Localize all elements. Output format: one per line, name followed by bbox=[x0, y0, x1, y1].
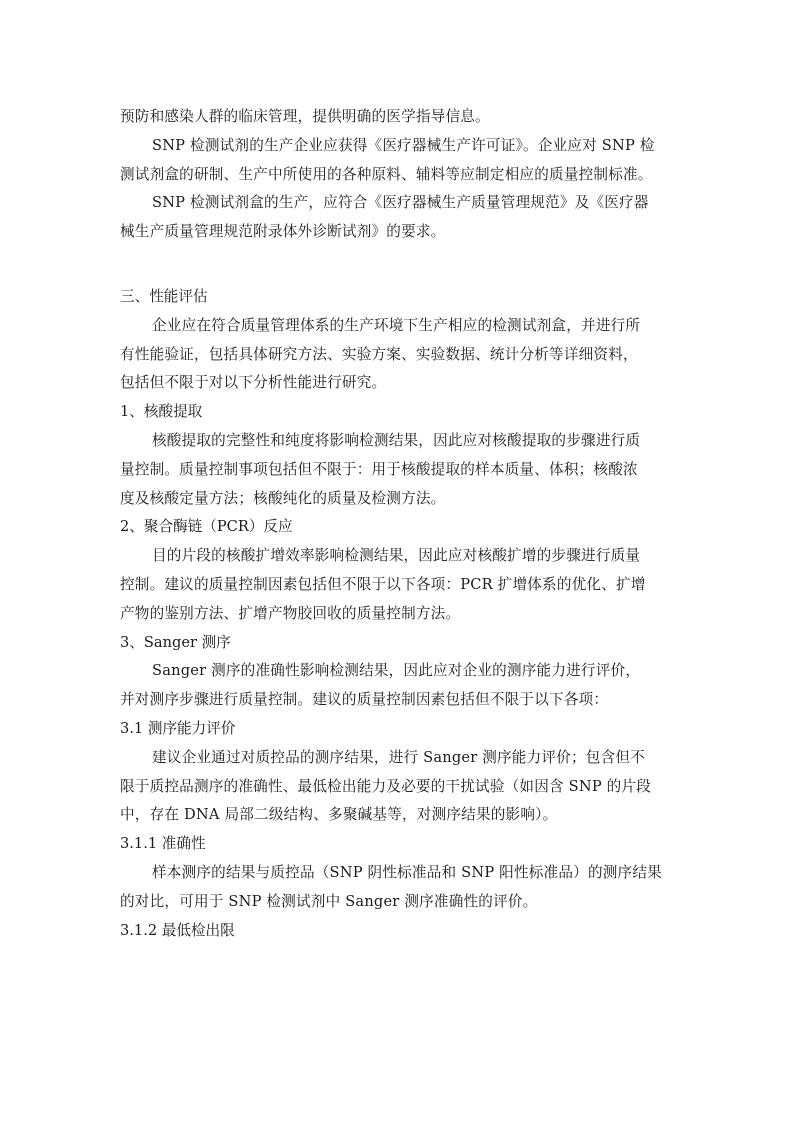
text-line: SNP 检测试剂盒的生产，应符合《医疗器械生产质量管理规范》及《医疗器 bbox=[152, 194, 649, 212]
subheading-accuracy: 3.1.1 准确性 bbox=[120, 835, 206, 853]
text-line: 限于质控品测序的准确性、最低检出能力及必要的干扰试验（如因含 SNP 的片段 bbox=[120, 777, 652, 795]
paragraph-pcr bbox=[120, 542, 680, 628]
text-line: 中，存在 DNA 局部二级结构、多聚碱基等，对测序结果的影响）。 bbox=[120, 806, 558, 824]
text-line: SNP 检测试剂的生产企业应获得《医疗器械生产许可证》。企业应对 SNP 检 bbox=[152, 136, 655, 154]
text-line: 企业应在符合质量管理体系的生产环境下生产相应的检测试剂盒，并进行所 bbox=[152, 316, 641, 334]
paragraph-sequencing-capability bbox=[120, 744, 680, 830]
text-line: 样本测序的结果与质控品（SNP 阴性标准品和 SNP 阳性标准品）的测序结果 bbox=[152, 863, 662, 881]
subheading-nucleic-acid-extraction: 1、核酸提取 bbox=[120, 403, 203, 421]
text-line: 产物的鉴别方法、扩增产物胶回收的质量控制方法。 bbox=[120, 604, 461, 622]
subheading-detection-limit: 3.1.2 最低检出限 bbox=[120, 921, 235, 939]
paragraph-performance-intro bbox=[120, 312, 680, 398]
text-line: 控制。建议的质量控制因素包括但不限于以下各项：PCR 扩增体系的优化、扩增 bbox=[120, 575, 646, 593]
section-spacer bbox=[120, 247, 680, 283]
subheading-sanger-sequencing: 3、Sanger 测序 bbox=[120, 633, 231, 651]
paragraph-production-license bbox=[120, 132, 680, 190]
subheading-sequencing-capability: 3.1 测序能力评价 bbox=[120, 719, 236, 737]
text-line: 目的片段的核酸扩增效率影响检测结果，因此应对核酸扩增的步骤进行质量 bbox=[152, 547, 641, 565]
paragraph-extraction bbox=[120, 427, 680, 513]
paragraph-sanger bbox=[120, 657, 680, 715]
paragraph-accuracy bbox=[120, 859, 680, 917]
paragraph-gmp-requirements bbox=[120, 189, 680, 247]
subheading-pcr-reaction: 2、聚合酶链（PCR）反应 bbox=[120, 518, 293, 536]
section-heading-performance-evaluation: 三、性能评估 bbox=[120, 287, 208, 305]
document-page bbox=[120, 103, 680, 945]
text-line: 有性能验证，包括具体研究方法、实验方案、实验数据、统计分析等详细资料， bbox=[120, 345, 638, 363]
text-line: 度及核酸定量方法；核酸纯化的质量及检测方法。 bbox=[120, 489, 446, 507]
paragraph-clinical-management bbox=[120, 103, 680, 132]
text-line: 核酸提取的完整性和纯度将影响检测结果，因此应对核酸提取的步骤进行质 bbox=[152, 431, 641, 449]
text-line: 械生产质量管理规范附录体外诊断试剂》的要求。 bbox=[120, 223, 446, 241]
text-line: 包括但不限于对以下分析性能进行研究。 bbox=[120, 374, 387, 392]
text-line: 建议企业通过对质控品的测序结果，进行 Sanger 测序能力评价；包含但不 bbox=[152, 748, 645, 766]
text-line: 的对比，可用于 SNP 检测试剂中 Sanger 测序准确性的评价。 bbox=[120, 892, 538, 910]
text-line: 预防和感染人群的临床管理，提供明确的医学指导信息。 bbox=[120, 108, 490, 125]
text-line: 量控制。质量控制事项包括但不限于：用于核酸提取的样本质量、体积；核酸浓 bbox=[120, 460, 638, 478]
text-line: Sanger 测序的准确性影响检测结果，因此应对企业的测序能力进行评价， bbox=[152, 662, 641, 680]
text-line: 并对测序步骤进行质量控制。建议的质量控制因素包括但不限于以下各项： bbox=[120, 691, 609, 709]
text-line: 测试剂盒的研制、生产中所使用的各种原料、辅料等应制定相应的质量控制标准。 bbox=[120, 165, 653, 183]
